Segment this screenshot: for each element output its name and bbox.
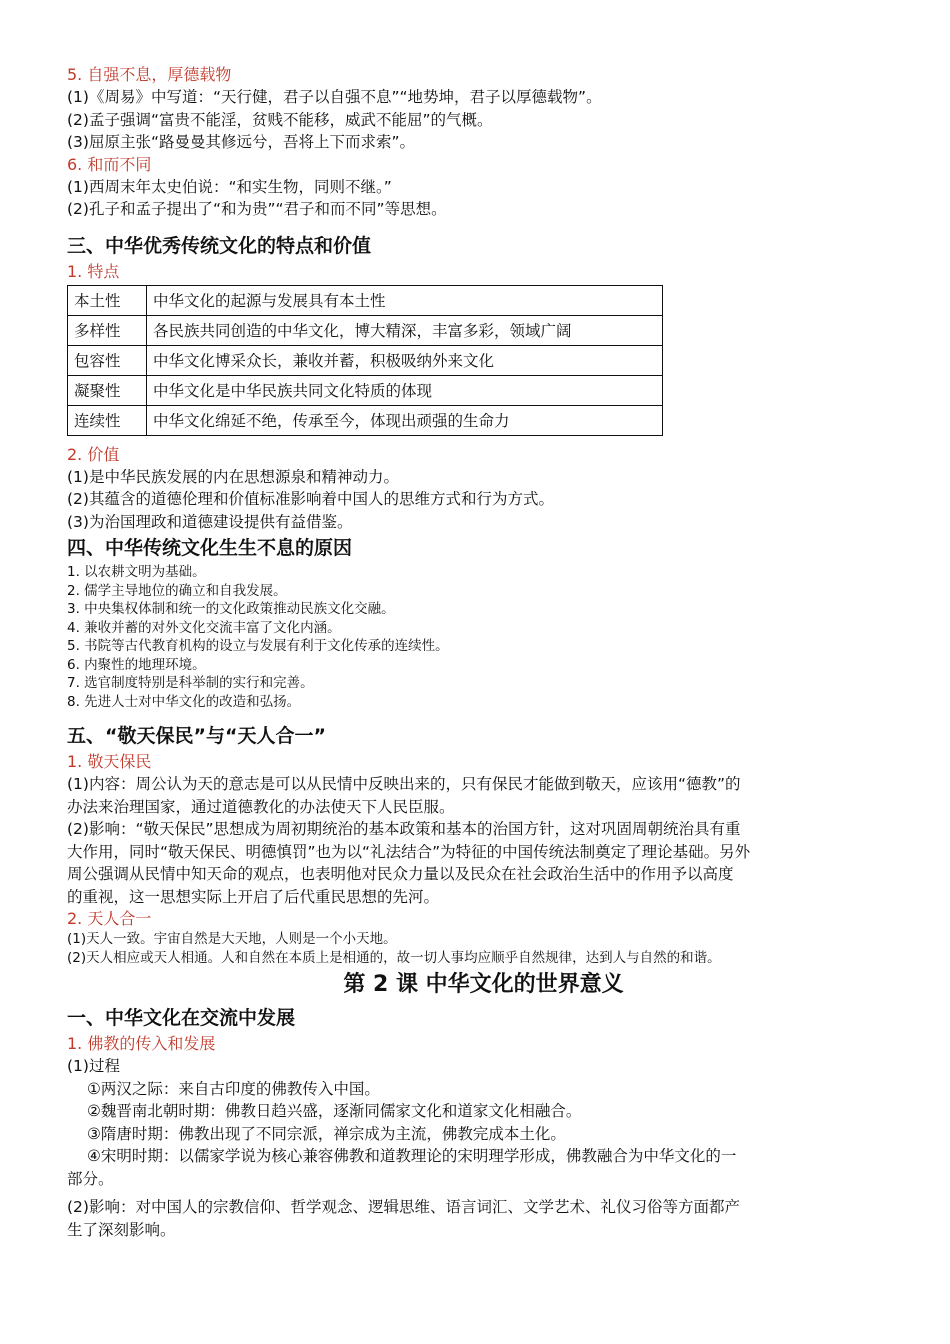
text-line: (2)孟子强调“富贵不能淫，贫贱不能移，威武不能屈”的气概。 bbox=[67, 110, 493, 129]
feature-desc: 中华文化是中华民族共同文化特质的体现 bbox=[147, 375, 663, 405]
list-item: 5. 书院等古代教育机构的设立与发展有利于文化传承的连续性。 bbox=[67, 638, 449, 654]
text-line: (3)屈原主张“路曼曼其修远兮，吾将上下而求索”。 bbox=[67, 133, 416, 151]
table-row bbox=[68, 345, 663, 375]
list-item: 6. 内聚性的地理环境。 bbox=[67, 656, 206, 673]
heading-tianren: 2. 天人合一 bbox=[67, 909, 152, 928]
text-line: (1)西周末年太史伯说：“和实生物，同则不继。” bbox=[67, 177, 392, 196]
value-heading: 2. 价值 bbox=[67, 444, 120, 464]
list-item: 2. 儒学主导地位的确立和自我发展。 bbox=[67, 582, 287, 599]
process-label: (1)过程 bbox=[67, 1057, 120, 1075]
text-line: (1)《周易》中写道：“天行健，君子以自强不息”“地势坤，君子以厚德载物”。 bbox=[67, 88, 602, 106]
text-line: (1)天人一致。宇宙自然是大天地，人则是一个小天地。 bbox=[67, 931, 397, 947]
text-line: (2)孔子和孟子提出了“和为贵”“君子和而不同”等思想。 bbox=[67, 200, 447, 218]
section-title-3: 三、中华优秀传统文化的特点和价值 bbox=[67, 234, 372, 257]
impact-line: (2)影响：对中国人的宗教信仰、哲学观念、逻辑思维、语言词汇、文学艺术、礼仪习俗等方面都产 bbox=[67, 1198, 740, 1216]
lesson-section-title-1: 一、中华文化在交流中发展 bbox=[67, 1007, 296, 1029]
text-line: (2)其蕴含的道德伦理和价值标准影响着中国人的思维方式和行为方式。 bbox=[67, 490, 554, 508]
table-row bbox=[68, 405, 663, 435]
text-line: 办法来治理国家，通过道德教化的办法使天下人民臣服。 bbox=[67, 797, 455, 816]
process-item: ③隋唐时期：佛教出现了不同宗派，禅宗成为主流，佛教完成本土化。 bbox=[87, 1124, 566, 1143]
text-line: 的重视，这一思想实际上开启了后代重民思想的先河。 bbox=[67, 887, 440, 906]
feature-desc: 中华文化的起源与发展具有本土性 bbox=[147, 285, 663, 315]
list-item: 1. 以农耕文明为基础。 bbox=[67, 564, 206, 580]
feature-desc: 各民族共同创造的中华文化，博大精深，丰富多彩，领域广阔 bbox=[147, 315, 663, 345]
section-heading-6: 6. 和而不同 bbox=[67, 154, 152, 174]
process-item: ①两汉之际：来自古印度的佛教传入中国。 bbox=[87, 1079, 380, 1098]
buddhism-heading: 1. 佛教的传入和发展 bbox=[67, 1034, 216, 1053]
text-line: (1)内容：周公认为天的意志是可以从民情中反映出来的，只有保民才能做到敬天，应该用“德教”的 bbox=[67, 775, 741, 793]
text-line: (1)是中华民族发展的内在思想源泉和精神动力。 bbox=[67, 467, 399, 486]
list-item: 3. 中央集权体制和统一的文化政策推动民族文化交融。 bbox=[67, 601, 395, 617]
feature-key: 凝聚性 bbox=[68, 375, 147, 405]
feature-key: 多样性 bbox=[68, 315, 147, 345]
impact-line: 生了深刻影响。 bbox=[67, 1220, 176, 1239]
table-row bbox=[68, 375, 663, 405]
text-line: (2)天人相应或天人相通。人和自然在本质上是相通的，故一切人事均应顺乎自然规律，达到人与自然的和谐。 bbox=[67, 949, 721, 966]
list-item: 8. 先进人士对中华文化的改造和弘扬。 bbox=[67, 693, 301, 710]
section-title-5: 五、“敬天保民”与“天人合一” bbox=[67, 725, 326, 747]
text-line: (3)为治国理政和道德建设提供有益借鉴。 bbox=[67, 512, 353, 531]
features-heading: 1. 特点 bbox=[67, 261, 120, 281]
features-table bbox=[67, 285, 663, 436]
feature-desc: 中华文化绵延不绝，传承至今，体现出顽强的生命力 bbox=[147, 405, 663, 435]
list-item: 4. 兼收并蓄的对外文化交流丰富了文化内涵。 bbox=[67, 619, 341, 636]
section-title-4: 四、中华传统文化生生不息的原因 bbox=[67, 537, 353, 559]
feature-key: 连续性 bbox=[68, 405, 147, 435]
feature-desc: 中华文化博采众长，兼收并蓄，积极吸纳外来文化 bbox=[147, 345, 663, 375]
table-row bbox=[68, 285, 663, 315]
process-item: ④宋明时期：以儒家学说为核心兼容佛教和道教理论的宋明理学形成，佛教融合为中华文化的一 bbox=[87, 1147, 737, 1165]
list-item: 7. 选官制度特别是科举制的实行和完善。 bbox=[67, 675, 314, 691]
table-row bbox=[68, 315, 663, 345]
heading-jingtian: 1. 敬天保民 bbox=[67, 752, 152, 771]
process-item-continued: 部分。 bbox=[67, 1169, 114, 1188]
feature-key: 本土性 bbox=[68, 285, 147, 315]
process-item: ②魏晋南北朝时期：佛教日趋兴盛，逐渐同儒家文化和道家文化相融合。 bbox=[87, 1102, 582, 1120]
lesson-title: 第 2 课 中华文化的世界意义 bbox=[343, 972, 624, 997]
feature-key: 包容性 bbox=[68, 345, 147, 375]
text-line: 大作用，同时“敬天保民、明德慎罚”也为以“礼法结合”为特征的中国传统法制奠定了理论基础。另外 bbox=[67, 842, 751, 861]
text-line: (2)影响：“敬天保民”思想成为周初期统治的基本政策和基本的治国方针，这对巩固周朝统治具有重 bbox=[67, 820, 741, 838]
section-heading-5: 5. 自强不息，厚德载物 bbox=[67, 65, 232, 84]
text-line: 周公强调从民情中知天命的观点，也表明他对民众力量以及民众在社会政治生活中的作用予以高度 bbox=[67, 865, 734, 883]
